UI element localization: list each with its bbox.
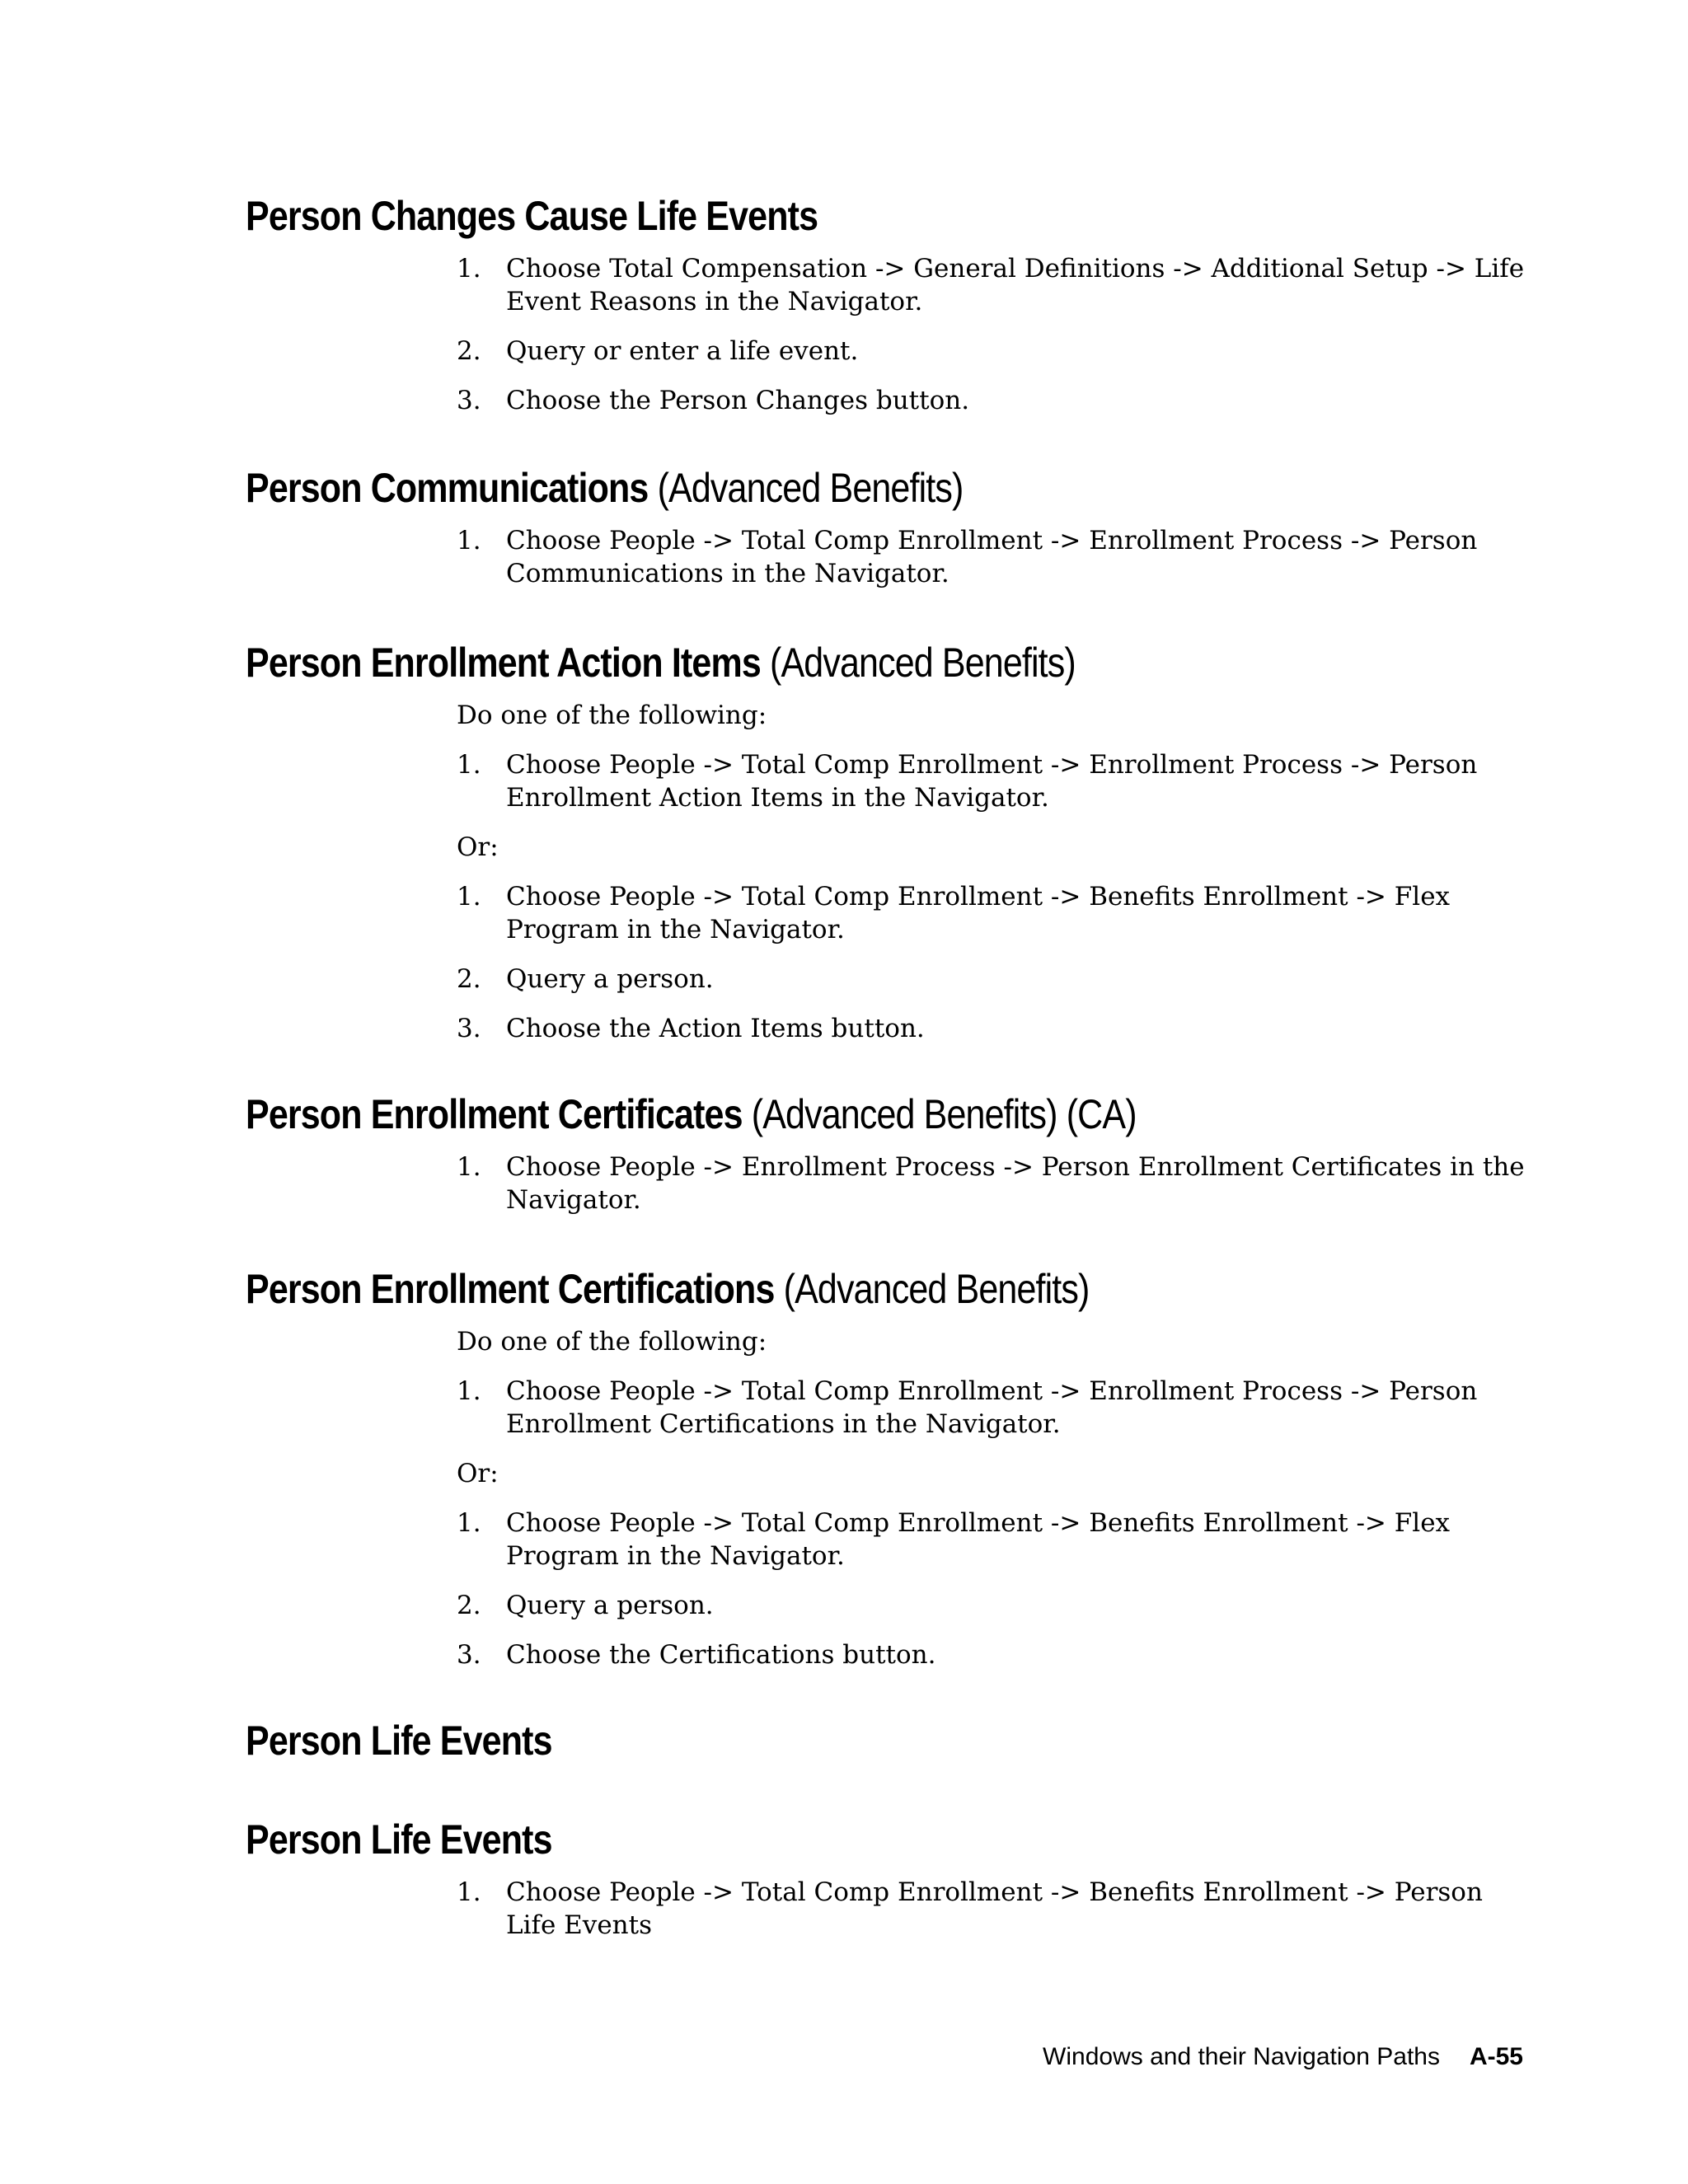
section-person-communications: [246, 463, 1531, 607]
heading-qualifier: (Advanced Benefits): [769, 640, 1076, 686]
step-number: 1.: [457, 1508, 481, 1538]
step-text: Choose People -> Total Comp Enrollment -> Benefits Enrollment -> Person Life Events: [506, 1877, 1483, 1940]
step-number: 3.: [457, 1014, 481, 1043]
list-item: [457, 963, 1528, 996]
step-number: 1.: [457, 750, 481, 780]
section-heading: [246, 1090, 1352, 1139]
section-body: [457, 1876, 1528, 1942]
intro-text: Do one of the following:: [457, 701, 767, 730]
step-number: 2.: [457, 1591, 481, 1620]
list-item: [457, 335, 1528, 368]
step-text: Query a person.: [506, 964, 714, 994]
list-item: [457, 748, 1528, 814]
list-item: [457, 1876, 1528, 1942]
heading-title: Person Changes Cause Life Events: [246, 193, 818, 239]
heading-title: Person Enrollment Certificates: [246, 1091, 743, 1137]
step-number: 3.: [457, 386, 481, 415]
section-person-changes-cause-life-events: [246, 191, 1531, 434]
step-number: 1.: [457, 1877, 481, 1907]
heading-title: Person Enrollment Action Items: [246, 640, 761, 686]
step-text: Choose People -> Total Comp Enrollment -> Enrollment Process -> Person Communications in the Navigator.: [506, 526, 1478, 588]
step-text: Choose the Certifications button.: [506, 1640, 936, 1670]
list-item: [457, 1375, 1528, 1441]
heading-qualifier: (Advanced Benefits): [783, 1266, 1090, 1312]
page-number: A-55: [1469, 2043, 1523, 2070]
list-item: [457, 252, 1528, 318]
list-item: [457, 1012, 1528, 1045]
footer-chapter-title: Windows and their Navigation Paths: [1043, 2043, 1440, 2070]
step-number: 1.: [457, 1376, 481, 1406]
section-heading: [246, 463, 1352, 513]
section-heading: [246, 1716, 1352, 1765]
intro-text: Do one of the following:: [457, 1327, 767, 1357]
section-person-enrollment-certifications: [246, 1264, 1531, 1688]
heading-title: Person Communications: [246, 465, 649, 511]
list-item: [457, 880, 1528, 946]
page-footer: [1043, 2042, 1523, 2072]
section-heading: [246, 191, 1352, 241]
section-person-life-events-2: [246, 1815, 1531, 1958]
step-number: 1.: [457, 526, 481, 555]
step-text: Choose the Action Items button.: [506, 1014, 925, 1043]
section-person-enrollment-action-items: [246, 638, 1531, 1062]
or-text: Or:: [457, 1459, 499, 1488]
step-text: Choose People -> Enrollment Process -> Person Enrollment Certificates in the Navigator.: [506, 1152, 1525, 1215]
section-body: [457, 252, 1528, 417]
section-body: [457, 1325, 1528, 1671]
heading-qualifier: (Advanced Benefits) (CA): [751, 1091, 1137, 1137]
section-heading: [246, 1815, 1352, 1864]
step-list: [457, 1876, 1528, 1942]
step-list: [457, 1375, 1528, 1441]
section-person-enrollment-certificates: [246, 1090, 1531, 1233]
heading-qualifier: (Advanced Benefits): [657, 465, 964, 511]
section-heading: [246, 638, 1352, 687]
step-text: Choose People -> Total Comp Enrollment -> Enrollment Process -> Person Enrollment Certifications in the Navigator.: [506, 1376, 1478, 1439]
list-item: [457, 524, 1528, 590]
step-list: [457, 880, 1528, 1045]
list-item: [457, 384, 1528, 417]
section-body: [457, 1151, 1528, 1216]
heading-title: Person Life Events: [246, 1816, 552, 1863]
step-number: 2.: [457, 964, 481, 994]
step-list: [457, 748, 1528, 814]
step-list: [457, 524, 1528, 590]
step-number: 1.: [457, 254, 481, 284]
step-text: Choose People -> Total Comp Enrollment -> Enrollment Process -> Person Enrollment Action Items in the Navigator.: [506, 750, 1478, 813]
step-text: Choose People -> Total Comp Enrollment -> Benefits Enrollment -> Flex Program in the Navigator.: [506, 882, 1451, 944]
list-item: [457, 1507, 1528, 1572]
step-text: Choose Total Compensation -> General Definitions -> Additional Setup -> Life Event Reasons in the Navigator.: [506, 254, 1525, 316]
section-body: [457, 524, 1528, 590]
list-item: [457, 1589, 1528, 1622]
section-heading: [246, 1264, 1352, 1314]
list-item: [457, 1638, 1528, 1671]
step-text: Choose the Person Changes button.: [506, 386, 970, 415]
step-number: 1.: [457, 1152, 481, 1182]
step-number: 1.: [457, 882, 481, 912]
step-list: [457, 1507, 1528, 1671]
step-text: Query a person.: [506, 1591, 714, 1620]
list-item: [457, 1151, 1528, 1216]
section-body: [457, 699, 1528, 1045]
step-number: 3.: [457, 1640, 481, 1670]
or-text: Or:: [457, 832, 499, 862]
step-text: Choose People -> Total Comp Enrollment -> Benefits Enrollment -> Flex Program in the Navigator.: [506, 1508, 1451, 1571]
section-person-life-events: [246, 1716, 1531, 1765]
step-text: Query or enter a life event.: [506, 336, 859, 366]
heading-title: Person Enrollment Certifications: [246, 1266, 775, 1312]
step-list: [457, 252, 1528, 417]
heading-title: Person Life Events: [246, 1718, 552, 1764]
step-list: [457, 1151, 1528, 1216]
step-number: 2.: [457, 336, 481, 366]
